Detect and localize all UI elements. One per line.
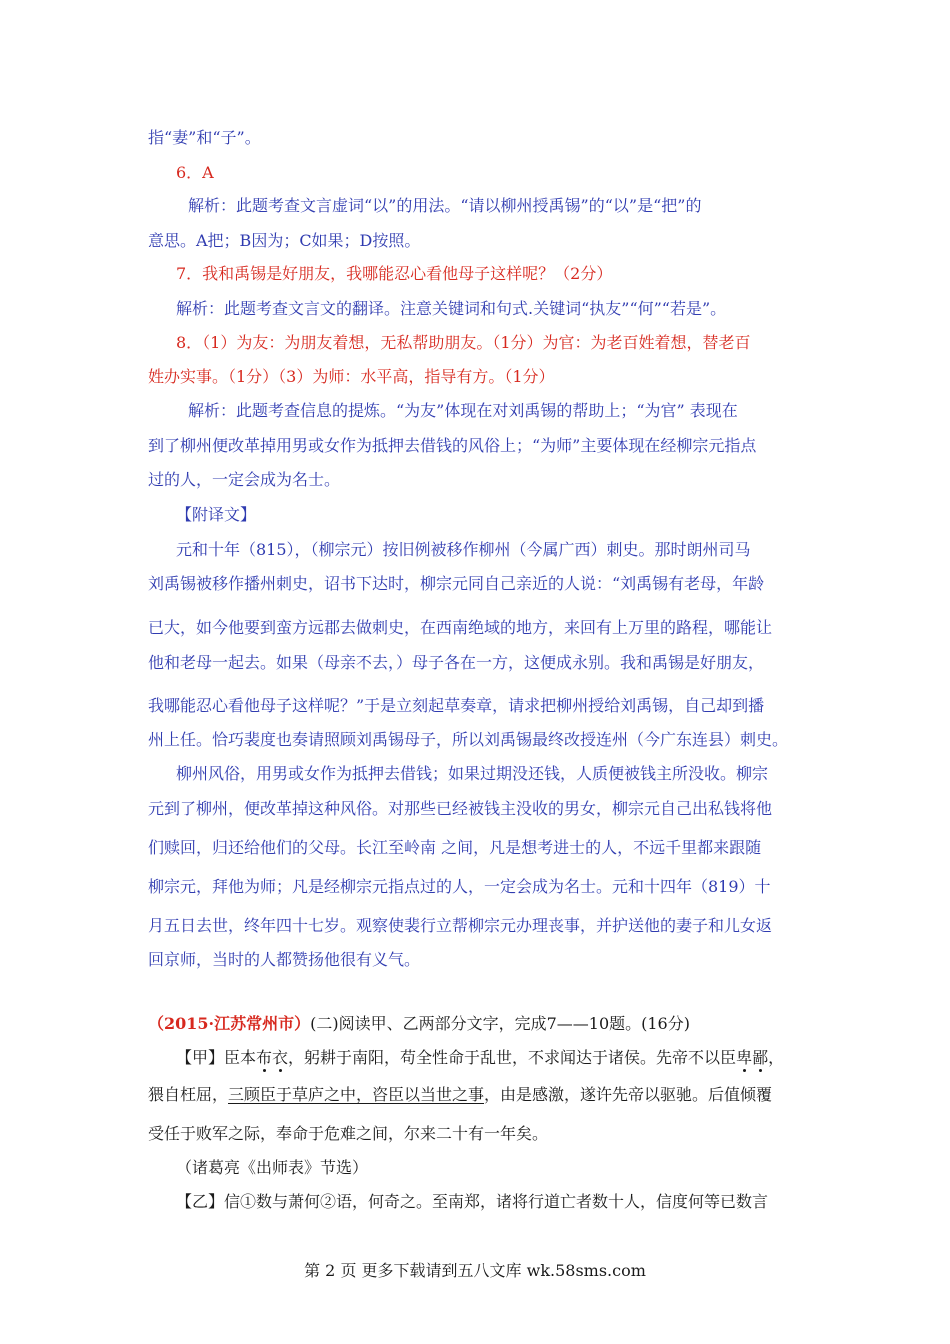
emphasis-char: 鄙 [752, 1048, 769, 1067]
emphasis-char: 布 [256, 1048, 273, 1067]
emphasis-char: 卑 [736, 1048, 753, 1067]
passage-yi-line1: 【乙】信①数与萧何②语，何奇之。至南郑，诸将行道亡者数十人，信度何等已数言 [176, 1192, 769, 1211]
answer-8-line2: 姓办实事。（1分）（3）为师：水平高，指导有方。（1分） [148, 367, 555, 386]
text-span: ，躬耕于南阳，苟全性命于乱世，不求闻达于诸侯。先帝不以臣 [288, 1048, 737, 1067]
translation-line: 已大，如今他要到蛮方远郡去做刺史，在西南绝域的地方，来回有上万里的路程，哪能让 [148, 618, 773, 637]
analysis-8-line1: 解析：此题考查信息的提炼。“为友”体现在对刘禹锡的帮助上；“为官” 表现在 [188, 401, 738, 420]
translation-line: 州上任。恰巧裴度也奏请照顾刘禹锡母子，所以刘禹锡最终改授连州（今广东连县）刺史。 [148, 730, 789, 749]
translation-line: 柳宗元，拜他为师；凡是经柳宗元指点过的人，一定会成为名士。元和十四年（819）十 [148, 877, 771, 896]
emphasis-char: 衣 [272, 1048, 289, 1067]
answer-8-line1: 8．（1）为友：为朋友着想，无私帮助朋友。（1分）为官：为老百姓着想，替老百 [176, 333, 751, 352]
translation-line: 元到了柳州，便改革掉这种风俗。对那些已经被钱主没收的男女，柳宗元自己出私钱将他 [148, 799, 773, 818]
translation-line: 他和老母一起去。如果（母亲不去，）母子各在一方，这便成永别。我和禹锡是好朋友， [148, 653, 765, 672]
analysis-6-line2: 意思。A把；B因为；C如果；D按照。 [148, 231, 421, 250]
text-span: ， [768, 1048, 785, 1067]
analysis-8-line2: 到了柳州便改革掉用男或女作为抵押去借钱的风俗上；“为师”主要体现在经柳宗元指点 [148, 436, 757, 455]
translation-heading: 【附译文】 [176, 505, 257, 524]
question-instruction: (二)阅读甲、乙两部分文字，完成7——10题。(16分) [310, 1014, 690, 1033]
question-intro [148, 1014, 690, 1034]
answer-6: 6．A [176, 163, 214, 182]
translation-line: 刘禹锡被移作播州刺史，诏书下达时，柳宗元同自己亲近的人说：“刘禹锡有老母，年龄 [148, 574, 765, 593]
analysis-6-line1: 解析：此题考查文言虚词“以”的用法。“请以柳州授禹锡”的“以”是“把”的 [188, 196, 702, 215]
analysis-8-line3: 过的人，一定会成为名士。 [148, 470, 341, 489]
translation-line: 回京师，当时的人都赞扬他很有义气。 [148, 950, 421, 969]
analysis-7: 解析：此题考查文言文的翻译。注意关键词和句式.关键词“执友”“何”“若是”。 [176, 299, 727, 318]
passage-jia-line1 [176, 1048, 784, 1068]
answer-7: 7．我和禹锡是好朋友，我哪能忍心看他母子这样呢？（2分） [176, 264, 613, 283]
text-span: ，由是感激，遂许先帝以驱驰。后值倾覆 [484, 1085, 773, 1104]
passage-jia-source: （诸葛亮《出师表》节选） [176, 1158, 369, 1177]
passage-jia-line3: 受任于败军之际，奉命于危难之间，尔来二十有一年矣。 [148, 1124, 549, 1143]
translation-line: 我哪能忍心看他母子这样呢？”于是立刻起草奏章，请求把柳州授给刘禹锡，自己却到播 [148, 696, 765, 715]
underlined-sentence: 三顾臣于草庐之中，咨臣以当世之事 [228, 1085, 485, 1104]
page-footer: 第 2 页 更多下载请到五八文库 wk.58sms.com [304, 1261, 646, 1280]
translation-line: 柳州风俗，用男或女作为抵押去借钱；如果过期没还钱，人质便被钱主所没收。柳宗 [176, 764, 769, 783]
translation-line: 元和十年（815），（柳宗元）按旧例被移作柳州（今属广西）刺史。那时朗州司马 [176, 540, 751, 559]
text-span: 【甲】臣本 [176, 1048, 257, 1067]
text-line: 指“妻”和“子”。 [148, 128, 261, 147]
translation-line: 们赎回，归还给他们的父母。长江至岭南 之间，凡是想考进士的人，不远千里都来跟随 [148, 838, 762, 857]
source-label: （2015·江苏常州市） [148, 1014, 311, 1033]
passage-jia-line2 [148, 1085, 772, 1105]
translation-line: 月五日去世，终年四十七岁。观察使裴行立帮柳宗元办理丧事，并护送他的妻子和儿女返 [148, 916, 773, 935]
text-span: 猥自枉屈， [148, 1085, 229, 1104]
